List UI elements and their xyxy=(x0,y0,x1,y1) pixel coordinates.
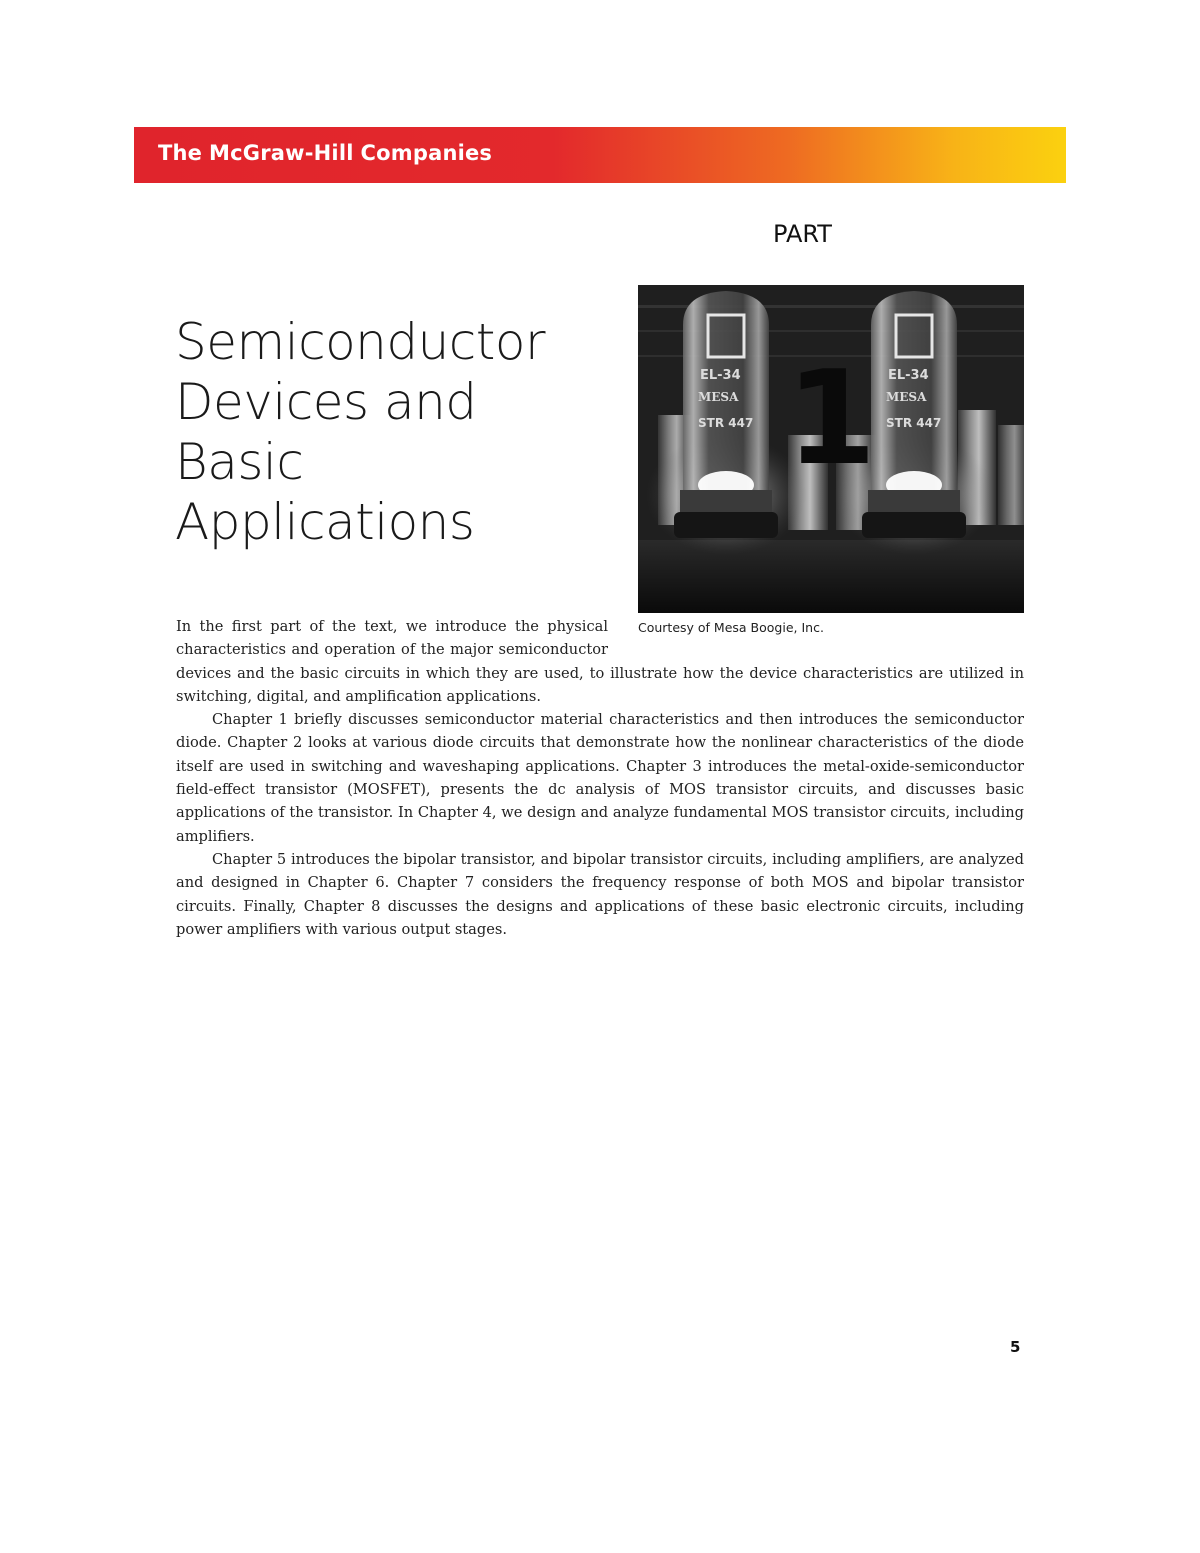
publisher-logo xyxy=(158,141,492,165)
vacuum-tubes-photo xyxy=(638,285,1024,613)
svg-text:MESA: MESA xyxy=(698,390,739,404)
logo-companies: Companies xyxy=(360,141,493,165)
caption-spacer xyxy=(608,615,1024,661)
svg-text:STR 447: STR 447 xyxy=(886,416,942,430)
paragraph-chapters-1-4: Chapter 1 briefly discusses semiconductor material characteristics and then introduces the semiconductor diode. Chapter 2 looks at various diode circuits that demonstrate how the nonlinear characteristics of the diode itself are used in switching and waveshaping applications. Chapter 3 introduces the metal-oxide-semiconductor field-effect transistor (MOSFET), presents the dc analysis of MOS transistor circuits, and discusses basic applications of the transistor. In Chapter 4, we design and analyze fundamental MOS transistor circuits, including amplifiers. xyxy=(176,711,1024,845)
title-line: Semiconductor xyxy=(175,313,546,371)
page-number: 5 xyxy=(1010,1338,1021,1356)
logo-the: The xyxy=(158,141,203,165)
svg-text:STR 447: STR 447 xyxy=(698,416,754,430)
part-title xyxy=(175,312,615,552)
photo-caption: Courtesy of Mesa Boogie, Inc. xyxy=(638,620,824,635)
svg-text:MESA: MESA xyxy=(886,390,927,404)
title-line: Devices and xyxy=(175,373,477,431)
paragraph-chapters-5-8: Chapter 5 introduces the bipolar transistor, and bipolar transistor circuits, including amplifiers, are analyzed and designed in Chapter 6. Chapter 7 considers the frequency response of both MOS and bipolar transistor circuits. Finally, Chapter 8 discusses the designs and applications of these basic electronic circuits, including power amplifiers with various output stages. xyxy=(176,850,1024,938)
svg-text:EL-34: EL-34 xyxy=(700,368,741,383)
title-line: Applications xyxy=(175,493,475,551)
title-line: Basic xyxy=(175,433,304,491)
part-label: PART xyxy=(773,220,832,248)
paragraph-intro: In the first part of the text, we introduce the physical characteristics and operation of the major semiconductor devices and the basic circuits in which they are used, to illustrate how the device characteristics are utilized in switching, digital, and amplification applications. xyxy=(176,618,1024,705)
logo-brand: McGraw-Hill xyxy=(209,141,354,165)
svg-text:EL-34: EL-34 xyxy=(888,368,929,383)
part-number: 1 xyxy=(786,342,877,494)
body-text xyxy=(176,615,1024,941)
publisher-banner xyxy=(134,127,1066,183)
